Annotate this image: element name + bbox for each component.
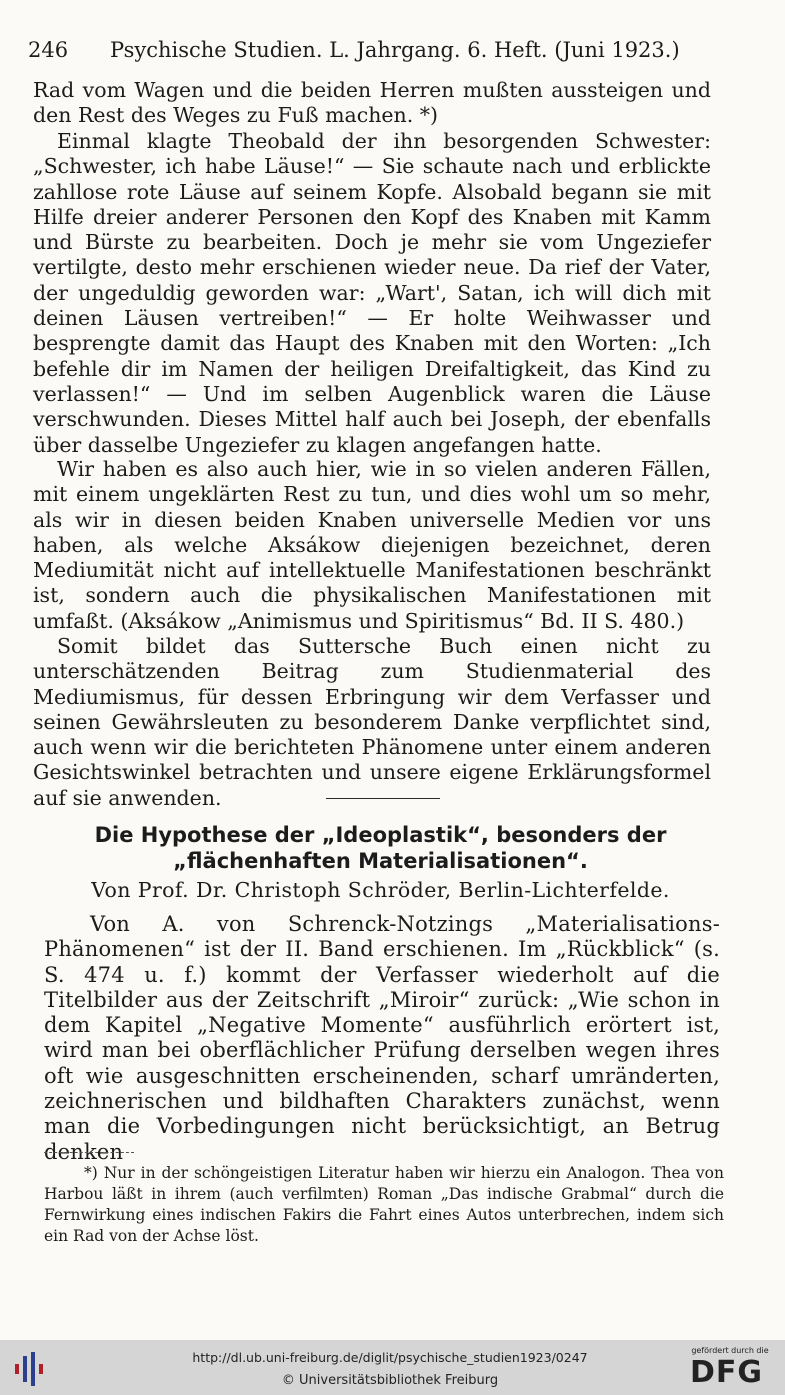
paragraph-continuation: Rad vom Wagen und die beiden Herren mußten aussteigen und den Rest des Weges zu Fuß machen. *): [33, 78, 711, 128]
paragraph-aksakow: Wir haben es also auch hier, wie in so vielen anderen Fällen, mit einem ungeklärten Rest zu tun, und dies wohl um so mehr, als wir in diesen beiden Knaben universelle Medien vor uns haben, als welche Aksákow diejenigen bezeichnet, deren Mediumität nicht auf intellektuelle Manifestationen beschränkt ist, sondern auch die physikalischen Manifestationen mit umfaßt. (Aksákow „Animismus und Spiritismus“ Bd. II S. 480.): [33, 457, 711, 633]
article-title: Die Hypothese der „Ideoplastik“, besonders der „flächenhaften Materialisationen“.: [94, 823, 667, 873]
article-body: Von A. von Schrenck-Notzings „Materialisations-Phänomenen“ ist der II. Band erschienen. Im „Rückblick“ (s. S. 474 u. f.) kommt der Verfasser wiederholt auf die Titelbilder aus der Zeitschrift „Miroir“ zurück: „Wie schon in dem Kapitel „Negative Momente“ ausführlich erörtert ist, wird man bei oberflächlicher Prüfung derselben wegen ihres oft wie ausgeschnitten erscheinenden, scharf umränderten, zeichnerischen und bildhaften Charakters zunächst, wenn man die Vorbedingungen nicht berücksichtigt, an Betrug denken: [44, 912, 720, 1164]
funder-note: gefördert durch die: [691, 1346, 769, 1355]
copyright-notice: © Universitätsbibliothek Freiburg: [281, 1373, 499, 1388]
article-author: Von Prof. Dr. Christoph Schröder, Berlin-Lichterfelde.: [91, 878, 670, 902]
page-header: [28, 38, 728, 68]
section-divider: [326, 798, 440, 799]
dfg-logo: DFG: [690, 1355, 764, 1390]
paragraph-suttersche-buch: Somit bildet das Suttersche Buch einen nicht zu unterschätzenden Beitrag zum Studienmaterial des Mediumismus, für dessen Erbringung wir dem Verfasser und seinen Gewährsleuten zu besonderem Danke verpflichtet sind, auch wenn wir die berichteten Phänomene unter einem anderen Gesichtswinkel betrachten und unsere eigene Erklärungsformel auf sie anwenden.: [33, 634, 711, 810]
paragraph-theobald: Einmal klagte Theobald der ihn besorgenden Schwester: „Schwester, ich habe Läuse!“ — Sie schaute nach und erblickte zahllose rote Läuse auf seinem Kopfe. Alsobald begann sie mit Hilfe dreier anderer Personen den Kopf des Knaben mit Kamm und Bürste zu bearbeiten. Doch je mehr sie vom Ungeziefer vertilgte, desto mehr erschienen wieder neue. Da rief der Vater, der ungeduldig geworden war: „Wart', Satan, ich will dich mit deinen Läusen vertreiben!“ — Er holte Weihwasser und besprengte damit das Haupt des Knaben mit den Worten: „Ich befehle dir im Namen der heiligen Dreifaltigkeit, das Kind zu verlassen!“ — Und im selben Augenblick waren die Läuse verschwunden. Dieses Mittel half auch bei Joseph, der ebenfalls über dasselbe Ungeziefer zu klagen angefangen hatte.: [33, 129, 711, 457]
footnote-divider: [44, 1152, 134, 1154]
page-number: 246: [28, 38, 69, 62]
footnote: *) Nur in der schöngeistigen Literatur haben wir hierzu ein Analogon. Thea von Harbou läßt in ihrem (auch verfilmten) Roman „Das indische Grabmal“ durch die Fernwirkung eines indischen Fakirs die Fahrt eines Autos unterbrechen, indem sich ein Rad von der Achse löst.: [44, 1164, 724, 1245]
viewer-footer: [0, 1340, 785, 1395]
document-url[interactable]: http://dl.ub.uni-freiburg.de/diglit/psychische_studien1923/0247: [192, 1350, 588, 1365]
library-logo-icon: [12, 1350, 52, 1388]
running-title: Psychische Studien. L. Jahrgang. 6. Heft. (Juni 1923.): [110, 38, 680, 62]
